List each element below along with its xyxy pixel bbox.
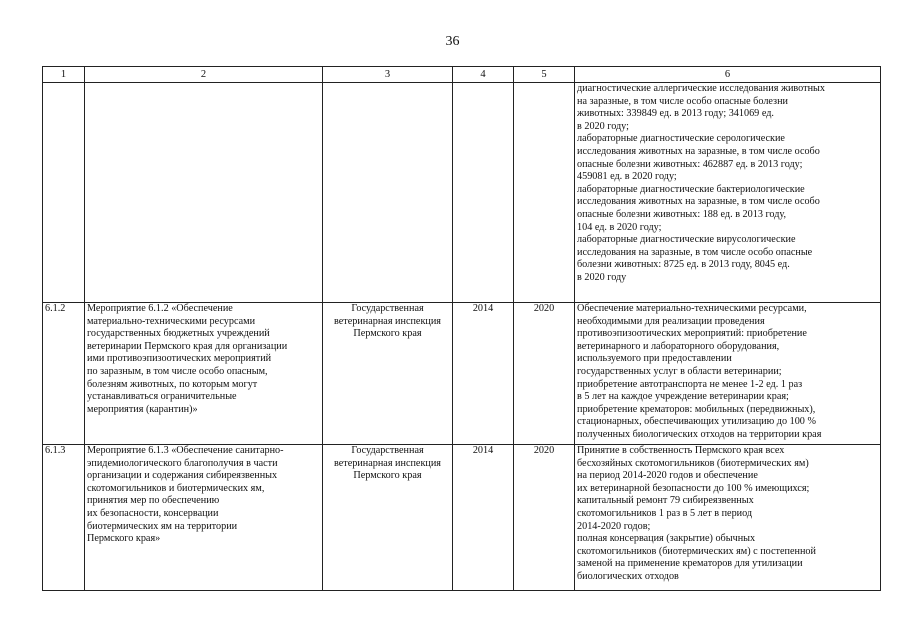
result-line: Принятие в собственность Пермского края всех [577,445,785,456]
event-line: Пермского края» [87,533,161,545]
header-row [43,67,881,83]
event-line: принятия мер по обеспечению [87,495,220,507]
result-line: необходимыми для реализации проведения [577,315,765,327]
result-line: исследования животных на заразные, в том числе особо [577,145,820,157]
result-line: биологических отходов [577,570,679,582]
result-line: стационарных, обеспечивающих утилизацию до 100 % [577,416,816,428]
result-line: противоэпизоотических мероприятий: приобретение [577,328,807,340]
result-line: лабораторные диагностические вирусологические [577,234,796,246]
row-number: 6.1.3 [43,445,85,591]
executor-cell [323,303,453,445]
table-row [43,445,881,591]
result-cell [575,303,881,445]
start-year-cell [453,83,514,303]
end-year-cell [514,83,575,303]
event-line: эпидемиологического благополучия в части [87,457,278,469]
result-line: их ветеринарной безопасности до 100 % имеющихся; [577,482,810,494]
event-line: по заразным, в том числе особо опасным, [87,365,268,377]
result-line: 459081 ед. в 2020 году; [577,171,677,183]
row-number: 6.1.2 [43,303,85,445]
table-row [43,303,881,445]
row-number [43,83,85,303]
result-line: полная консервация (закрытие) обычных [577,533,756,545]
result-line: в 2020 году; [577,120,629,132]
header-col-5: 5 [514,67,575,83]
event-line: биотермических ям на территории [87,520,238,532]
header-col-6: 6 [575,67,881,83]
event-line: ветеринарии Пермского края для организации [87,340,288,352]
event-line: Мероприятие 6.1.2 «Обеспечение [87,303,233,314]
event-line: государственных бюджетных учреждений [87,328,270,340]
result-line: животных: 339849 ед. в 2013 году; 341069 ед. [577,108,774,120]
event-cell [85,83,323,303]
event-cell [85,303,323,445]
result-line: на период 2014-2020 годов и обеспечение [577,470,758,482]
result-line: заменой на применение крематоров для утилизации [577,558,803,570]
event-line: мероприятия (карантин)» [87,403,198,415]
result-line: в 2020 году [577,271,627,283]
event-line: Мероприятие 6.1.3 «Обеспечение санитарно- [87,445,284,456]
result-line: приобретение автотранспорта не менее 1-2 ед. 1 раз [577,378,803,390]
event-line: организации и содержания сибиреязвенных [87,470,278,482]
result-line: полученных биологических отходов на территории края [577,428,822,440]
header-col-3: 3 [323,67,453,83]
executor-line: Пермского края [353,470,422,482]
result-line: исследования животных на заразные, в том числе особо [577,196,820,208]
event-line: их безопасности, консервации [87,507,219,519]
result-line: лабораторные диагностические серологические [577,133,785,145]
event-line: скотомогильников и биотермических ям, [87,482,265,494]
result-line: капитальный ремонт 79 сибиреязвенных [577,495,754,507]
start-year-cell: 2014 [453,445,514,591]
executor-line: Пермского края [353,328,422,340]
program-table [42,66,881,591]
result-line: опасные болезни животных: 462887 ед. в 2013 году; [577,158,803,170]
result-line: лабораторные диагностические бактериологические [577,183,805,195]
end-year-cell: 2020 [514,303,575,445]
executor-cell [323,83,453,303]
executor-line: Государственная [351,303,424,314]
result-line: скотомогильников 1 раз в 5 лет в период [577,507,753,519]
page-number: 36 [445,34,460,49]
event-cell [85,445,323,591]
result-line: Обеспечение материально-техническими ресурсами, [577,303,807,314]
result-line: скотомогильников (биотермических ям) с постепенной [577,545,816,557]
header-col-4: 4 [453,67,514,83]
event-line: материально-техническими ресурсами [87,315,256,327]
result-cell [575,445,881,591]
result-line: ветеринарного и лабораторного оборудования, [577,340,780,352]
result-line: исследования на заразные, в том числе особо опасные [577,246,813,258]
result-line: приобретение крематоров: мобильных (передвижных), [577,403,816,415]
result-line: 104 ед. в 2020 году; [577,221,662,233]
result-line: на заразные, в том числе особо опасные болезни [577,95,788,107]
result-cell [575,83,881,303]
event-line: устанавливаться ограничительные [87,391,237,403]
result-line: бесхозяйных скотомогильников (биотермических ям) [577,457,809,469]
result-line: болезни животных: 8725 ед. в 2013 году, 8045 ед. [577,259,790,271]
result-line: опасные болезни животных: 188 ед. в 2013 году, [577,208,787,220]
executor-line: ветеринарная инспекция [333,457,441,469]
result-line: в 5 лет на каждое учреждение ветеринарии края; [577,391,789,403]
result-line: 2014-2020 годов; [577,520,651,532]
header-col-1: 1 [43,67,85,83]
event-line: болезням животных, по которым могут [87,378,258,390]
start-year-cell: 2014 [453,303,514,445]
result-line: используемого при предоставлении [577,353,732,365]
table-row [43,83,881,303]
end-year-cell: 2020 [514,445,575,591]
executor-line: ветеринарная инспекция [333,315,441,327]
event-line: ими противоэпизоотических мероприятий [87,353,272,365]
header-col-2: 2 [85,67,323,83]
result-line: диагностические аллергические исследования животных [577,83,825,94]
result-line: государственных услуг в области ветеринарии; [577,365,782,377]
executor-cell [323,445,453,591]
executor-line: Государственная [351,445,424,456]
